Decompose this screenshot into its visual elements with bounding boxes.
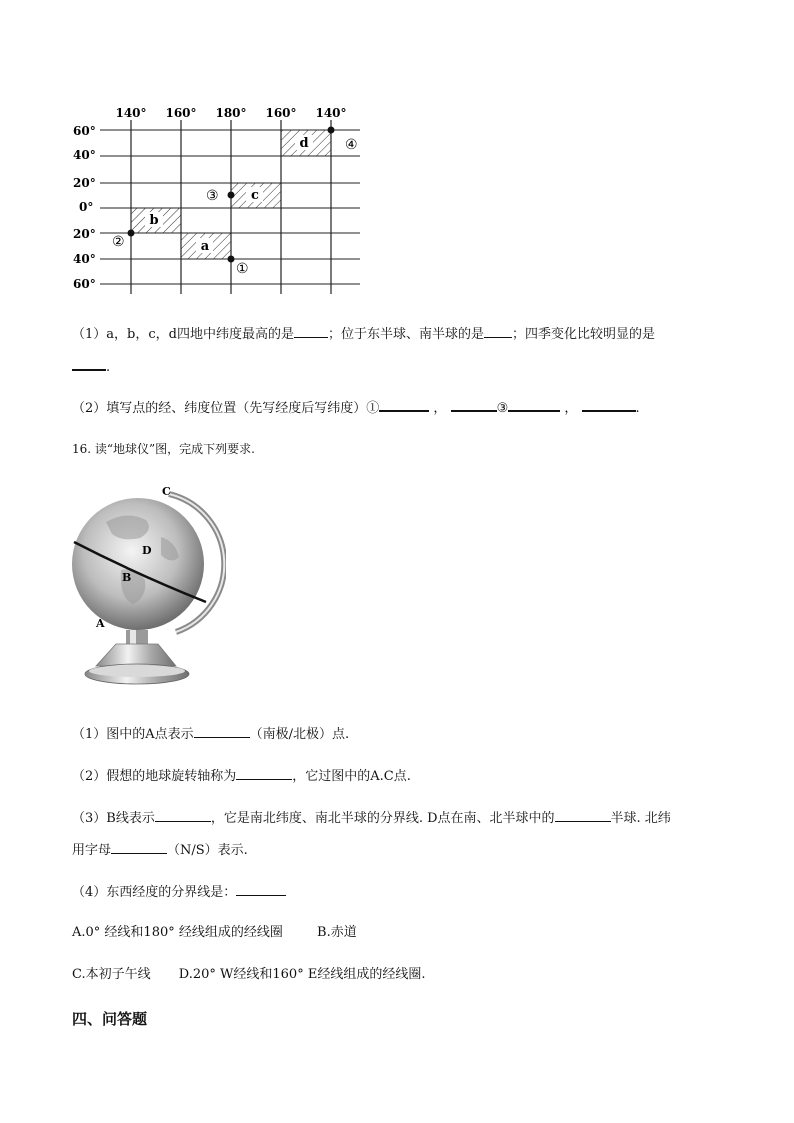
q15-p1-end: . xyxy=(106,360,111,375)
q16-part3-line1 xyxy=(72,808,671,828)
lat-label-60s: 60° xyxy=(73,277,96,291)
globe-base xyxy=(96,644,176,666)
q15-p1-blank1[interactable] xyxy=(294,324,328,338)
q15-p2-blank2[interactable] xyxy=(451,397,497,412)
q16-p3-text-c: 半球. 北纬 xyxy=(610,811,671,826)
q15-p2-text-a: （2）填写点的经、纬度位置（先写经度后写纬度）① xyxy=(72,401,380,416)
q16-p2-text-a: （2）假想的地球旋转轴称为 xyxy=(72,769,237,784)
q15-part1-line2 xyxy=(72,356,110,377)
q16-part1 xyxy=(72,724,349,744)
point-4-label: ④ xyxy=(345,137,358,153)
lat-label-40s: 40° xyxy=(73,252,96,266)
region-label-c: c xyxy=(251,188,259,203)
globe-label-a: A xyxy=(96,617,105,630)
q16-option-d[interactable]: D.20° W经线和160° E经线组成的经线圈. xyxy=(178,967,426,982)
lat-label-20n: 20° xyxy=(73,176,96,190)
point-2-dot xyxy=(128,230,135,237)
lon-label-180: 180° xyxy=(215,106,247,120)
q15-p2-comma2: ， xyxy=(564,401,578,416)
globe-illustration xyxy=(66,482,226,694)
q15-p2-circle3: ③ xyxy=(496,401,509,416)
q15-part1-line1 xyxy=(72,324,655,344)
q16-p4-blank[interactable] xyxy=(236,882,286,896)
lon-label-140w: 140° xyxy=(115,106,147,120)
q16-p1-blank[interactable] xyxy=(194,724,250,738)
q16-p1-text-b: （南极/北极）点. xyxy=(249,727,350,742)
lat-label-20s: 20° xyxy=(73,227,96,241)
region-label-b: b xyxy=(149,213,159,228)
region-label-d: d xyxy=(299,136,309,151)
q15-p2-blank4[interactable] xyxy=(582,397,636,412)
q16-option-a[interactable]: A.0° 经线和180° 经线组成的经线圈 xyxy=(72,925,283,940)
point-1-label: ① xyxy=(236,261,249,277)
globe-label-c: C xyxy=(162,485,171,498)
q16-option-c[interactable]: C.本初子午线 xyxy=(72,967,151,982)
q16-p2-blank[interactable] xyxy=(236,766,292,780)
q16-option-b[interactable]: B.赤道 xyxy=(317,925,357,940)
q16-options-row1 xyxy=(72,924,357,942)
q16-p3-text-b: ，它是南北纬度、南北半球的分界线. D点在南、北半球中的 xyxy=(210,811,555,826)
globe-label-d: D xyxy=(142,544,152,557)
q16-p3-text-d: 用字母 xyxy=(72,843,112,858)
q15-p1-text-c: ；四季变化比较明显的是 xyxy=(511,327,655,342)
lat-label-60n: 60° xyxy=(73,124,96,138)
q15-p1-text-b: ；位于东半球、南半球的是 xyxy=(327,327,484,342)
q16-p3-blank2[interactable] xyxy=(555,808,611,822)
q15-p2-blank3[interactable] xyxy=(508,397,560,412)
q15-p1-blank3[interactable] xyxy=(72,356,106,371)
point-2-label: ② xyxy=(112,234,125,250)
q16-p4-text: （4）东西经度的分界线是： xyxy=(72,885,237,900)
q16-p3-blank3[interactable] xyxy=(111,840,167,854)
q15-p1-blank2[interactable] xyxy=(484,324,512,338)
point-1-dot xyxy=(228,256,235,263)
q15-p1-text-a: （1）a，b，c，d四地中纬度最高的是 xyxy=(72,327,294,342)
q15-p2-end: . xyxy=(635,401,640,416)
lat-lon-grid-figure xyxy=(60,98,370,298)
q16-p1-text-a: （1）图中的A点表示 xyxy=(72,727,194,742)
point-3-label: ③ xyxy=(206,188,219,204)
point-4-dot xyxy=(328,127,335,134)
q16-options-row2 xyxy=(72,966,425,984)
point-3-dot xyxy=(228,192,235,199)
q16-part3-line2 xyxy=(72,840,248,860)
lat-label-0: 0° xyxy=(79,200,94,214)
lon-label-160e: 160° xyxy=(265,106,297,120)
section-heading-4: 四、问答题 xyxy=(72,1010,148,1028)
lat-label-40n: 40° xyxy=(73,148,96,162)
q15-p2-blank1[interactable] xyxy=(379,397,429,412)
q16-part4 xyxy=(72,882,286,902)
q16-title: 16. 读“地球仪”图，完成下列要求. xyxy=(72,442,255,456)
q16-p3-blank1[interactable] xyxy=(155,808,211,822)
q16-p3-text-e: （N/S）表示. xyxy=(167,843,248,858)
q15-part2 xyxy=(72,397,640,418)
lon-label-140e: 140° xyxy=(315,106,347,120)
q16-p3-text-a: （3）B线表示 xyxy=(72,811,155,826)
q16-p2-text-b: ，它过图中的A.C点. xyxy=(292,769,411,784)
q15-p2-comma1: ， xyxy=(433,401,447,416)
q16-part2 xyxy=(72,766,411,786)
region-label-a: a xyxy=(200,239,210,254)
globe-label-b: B xyxy=(122,571,132,584)
lon-label-160w: 160° xyxy=(165,106,197,120)
